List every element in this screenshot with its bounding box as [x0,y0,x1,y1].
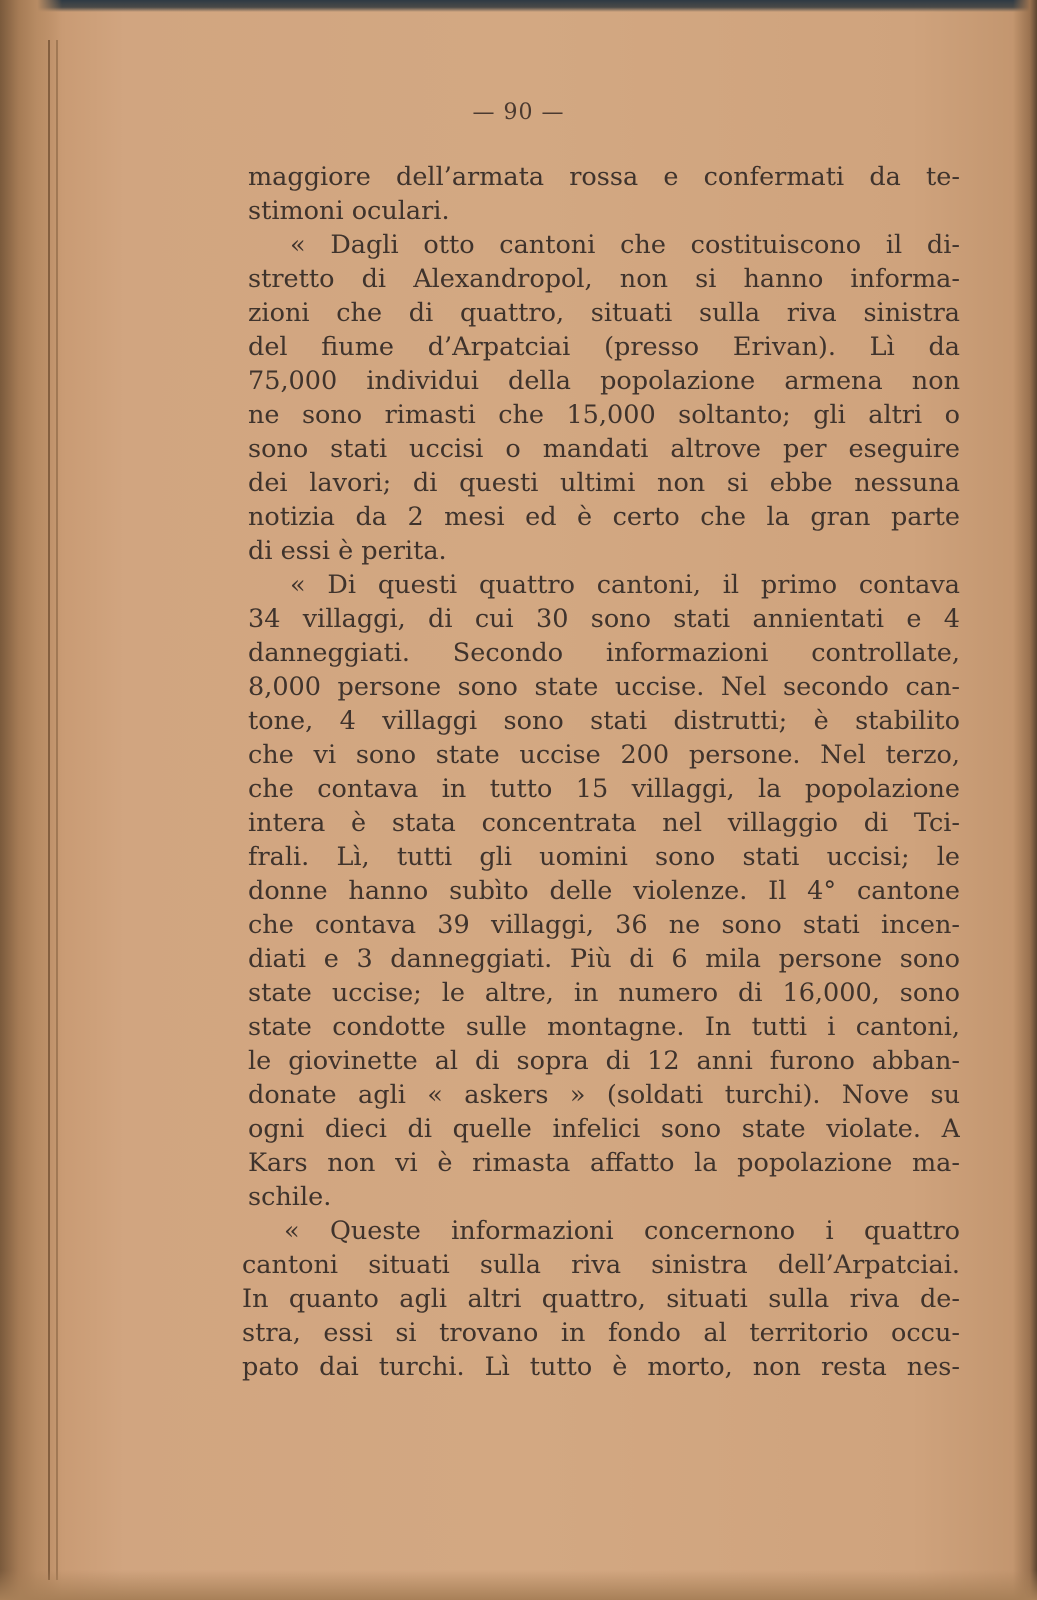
text-line: zioni che di quattro, situati sulla riva sinistra [248,298,960,328]
text-line: maggiore dell’armata rossa e confermati da te- [248,162,960,192]
text-line: state condotte sulle montagne. In tutti i cantoni, [248,1012,960,1042]
text-line: del fiume d’Arpatciai (presso Erivan). Lì da [248,332,960,362]
text-line: state uccise; le altre, in numero di 16,000, sono [248,978,960,1008]
text-line: frali. Lì, tutti gli uomini sono stati uccisi; le [248,842,960,872]
text-line: che contava in tutto 15 villaggi, la popolazione [248,774,960,804]
page-number: — 90 — [472,100,565,125]
text-line: diati e 3 danneggiati. Più di 6 mila persone sono [248,944,960,974]
text-line: schile. [248,1182,332,1212]
text-line: danneggiati. Secondo informazioni controllate, [248,638,960,668]
text-line: 75,000 individui della popolazione armena non [248,366,960,396]
text-line: tone, 4 villaggi sono stati distrutti; è stabilito [248,706,960,736]
text-line: ogni dieci di quelle infelici sono state violate. A [248,1114,960,1144]
text-line: 8,000 persone sono state uccise. Nel secondo can- [248,672,960,702]
text-line: stra, essi si trovano in fondo al territorio occu- [242,1318,960,1348]
text-line: 34 villaggi, di cui 30 sono stati annientati e 4 [248,604,960,634]
text-line: che vi sono state uccise 200 persone. Nel terzo, [248,740,960,770]
text-line: cantoni situati sulla riva sinistra dell’Arpatciai. [242,1250,960,1280]
text-line: che contava 39 villaggi, 36 ne sono stati incen- [248,910,960,940]
text-line: dei lavori; di questi ultimi non si ebbe nessuna [248,468,960,498]
text-line: Kars non vi è rimasta affatto la popolazione ma- [248,1148,960,1178]
text-line: di essi è perita. [248,536,447,566]
body-text [242,160,960,1384]
page-right-edge [1013,0,1037,1600]
text-line: sono stati uccisi o mandati altrove per eseguire [248,434,960,464]
text-line: notizia da 2 mesi ed è certo che la gran parte [248,502,960,532]
text-line: In quanto agli altri quattro, situati sulla riva de- [242,1284,960,1314]
text-line: « Queste informazioni concernono i quattro [284,1216,960,1246]
text-line: donne hanno subìto delle violenze. Il 4° cantone [248,876,960,906]
text-line: stimoni oculari. [248,196,450,226]
text-line: « Di questi quattro cantoni, il primo contava [290,570,960,600]
text-line: ne sono rimasti che 15,000 soltanto; gli altri o [248,400,960,430]
text-line: stretto di Alexandropol, non si hanno informa- [248,264,960,294]
text-line: intera è stata concentrata nel villaggio di Tci- [248,808,960,838]
page-bottom-edge [0,1570,1037,1600]
text-line: « Dagli otto cantoni che costituiscono il di- [290,230,960,260]
page-top-edge [0,0,1037,12]
text-line: donate agli « askers » (soldati turchi). Nove su [248,1080,960,1110]
book-spine-shadow [0,0,62,1600]
text-line: pato dai turchi. Lì tutto è morto, non resta nes- [242,1352,960,1382]
spine-crease [56,40,58,1580]
spine-crease [48,40,50,1580]
text-line: le giovinette al di sopra di 12 anni furono abban- [248,1046,960,1076]
